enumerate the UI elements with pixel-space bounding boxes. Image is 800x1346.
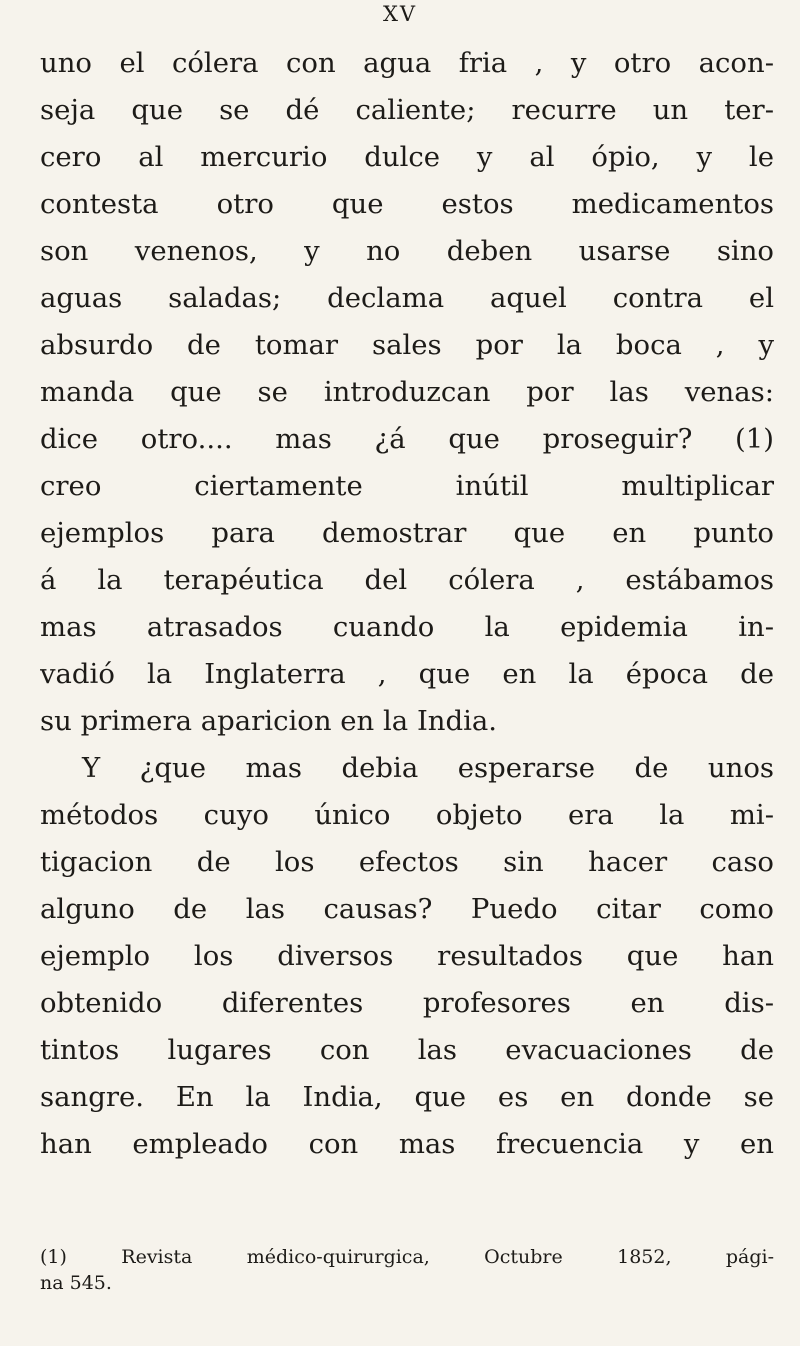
text-line: creo ciertamente inútil multiplicar bbox=[40, 470, 774, 502]
text-line: vadió la Inglaterra , que en la época de bbox=[40, 658, 774, 690]
text-line: han empleado con mas frecuencia y en bbox=[40, 1128, 774, 1160]
text-line: su primera aparicion en la India. bbox=[40, 705, 498, 737]
footnote-line: (1) Revista médico-quirurgica, Octubre 1852, pági- bbox=[40, 1246, 774, 1268]
text-line: dice otro.... mas ¿á que proseguir? (1) bbox=[40, 423, 774, 455]
text-line: uno el cólera con agua fria , y otro acon- bbox=[40, 47, 774, 79]
text-line: á la terapéutica del cólera , estábamos bbox=[40, 564, 774, 596]
text-line: alguno de las causas? Puedo citar como bbox=[40, 893, 774, 925]
text-line: Y ¿que mas debia esperarse de unos bbox=[82, 752, 774, 784]
page-number: XV bbox=[382, 2, 418, 26]
text-line: aguas saladas; declama aquel contra el bbox=[40, 282, 774, 314]
text-line: obtenido diferentes profesores en dis- bbox=[40, 987, 774, 1019]
text-line: seja que se dé caliente; recurre un ter- bbox=[40, 94, 774, 126]
text-line: mas atrasados cuando la epidemia in- bbox=[40, 611, 774, 643]
footnote-line: na 545. bbox=[40, 1272, 112, 1294]
text-line: métodos cuyo único objeto era la mi- bbox=[40, 799, 774, 831]
text-line: tintos lugares con las evacuaciones de bbox=[40, 1034, 774, 1066]
text-line: contesta otro que estos medicamentos bbox=[40, 188, 774, 220]
text-line: cero al mercurio dulce y al ópio, y le bbox=[40, 141, 774, 173]
text-line: manda que se introduzcan por las venas: bbox=[40, 376, 774, 408]
text-line: ejemplos para demostrar que en punto bbox=[40, 517, 774, 549]
footnote bbox=[40, 1244, 774, 1296]
text-line: absurdo de tomar sales por la boca , y bbox=[40, 329, 774, 361]
text-line: sangre. En la India, que es en donde se bbox=[40, 1081, 774, 1113]
text-line: ejemplo los diversos resultados que han bbox=[40, 940, 774, 972]
text-line: tigacion de los efectos sin hacer caso bbox=[40, 846, 774, 878]
text-line: son venenos, y no deben usarse sino bbox=[40, 235, 774, 267]
body-text bbox=[40, 40, 774, 1168]
